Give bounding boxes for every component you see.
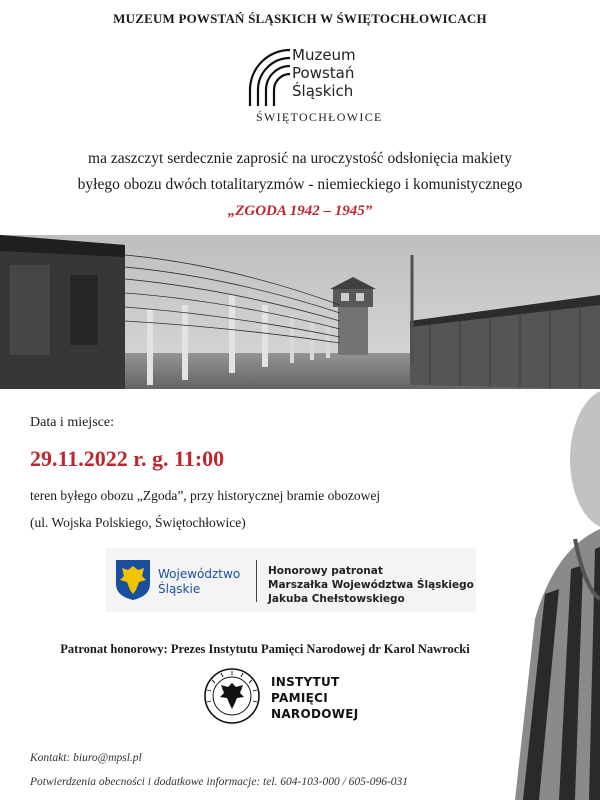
voivodeship-name-line-2: Śląskie <box>158 582 201 596</box>
event-date: 29.11.2022 r. g. 11:00 <box>30 446 225 471</box>
camp-photo <box>0 235 600 389</box>
voivodeship-name-line-1: Województwo <box>158 567 241 581</box>
ipn-patronage-line: Patronat honorowy: Prezes Instytutu Pamięci Narodowej dr Karol Nawrocki <box>60 642 470 656</box>
confirmation-info: Potwierdzenia obecności i dodatkowe informacje: tel. 604-103-000 / 605-096-031 <box>30 776 409 788</box>
prisoner-photo <box>515 389 600 800</box>
contact-email: Kontakt: biuro@mpsl.pl <box>30 752 142 764</box>
event-place-line-1: teren byłego obozu „Zgoda”, przy historycznej bramie obozowej <box>30 488 381 503</box>
logo-word-powstan: Powstań <box>292 64 355 82</box>
museum-logo <box>240 40 383 130</box>
invitation-line-1: ma zaszczyt serdecznie zaprosić na uroczystość odsłonięcia makiety <box>88 150 512 167</box>
ipn-name-line-3: NARODOWEJ <box>271 707 359 721</box>
logo-word-muzeum: Muzeum <box>292 46 356 64</box>
invitation-line-2: byłego obozu dwóch totalitaryzmów - niemieckiego i komunistycznego <box>77 176 523 193</box>
logo-word-slaskich: Śląskich <box>292 82 354 100</box>
arcs-logo-icon <box>246 46 296 108</box>
silesian-eagle-icon <box>116 560 150 600</box>
honorary-patronage-line-3: Jakuba Chełstowskiego <box>268 593 405 605</box>
ipn-name-line-1: INSTYTUT <box>271 675 340 689</box>
logo-subtitle: ŚWIĘTOCHŁOWICE <box>256 110 383 124</box>
date-label: Data i miejsce: <box>30 415 114 430</box>
voivodeship-patronage-banner <box>106 548 476 612</box>
event-place-line-2: (ul. Wojska Polskiego, Świętochłowice) <box>30 515 246 530</box>
ipn-seal-icon <box>203 667 261 725</box>
page-header-title: MUZEUM POWSTAŃ ŚLĄSKICH W ŚWIĘTOCHŁOWICACH <box>113 11 487 26</box>
honorary-patronage-line-1: Honorowy patronat <box>268 565 383 577</box>
ipn-name-line-2: PAMIĘCI <box>271 691 328 705</box>
patronage-divider <box>256 560 257 602</box>
exhibit-name: „ZGODA 1942 – 1945” <box>227 203 373 219</box>
honorary-patronage-line-2: Marszałka Województwa Śląskiego <box>268 579 474 591</box>
